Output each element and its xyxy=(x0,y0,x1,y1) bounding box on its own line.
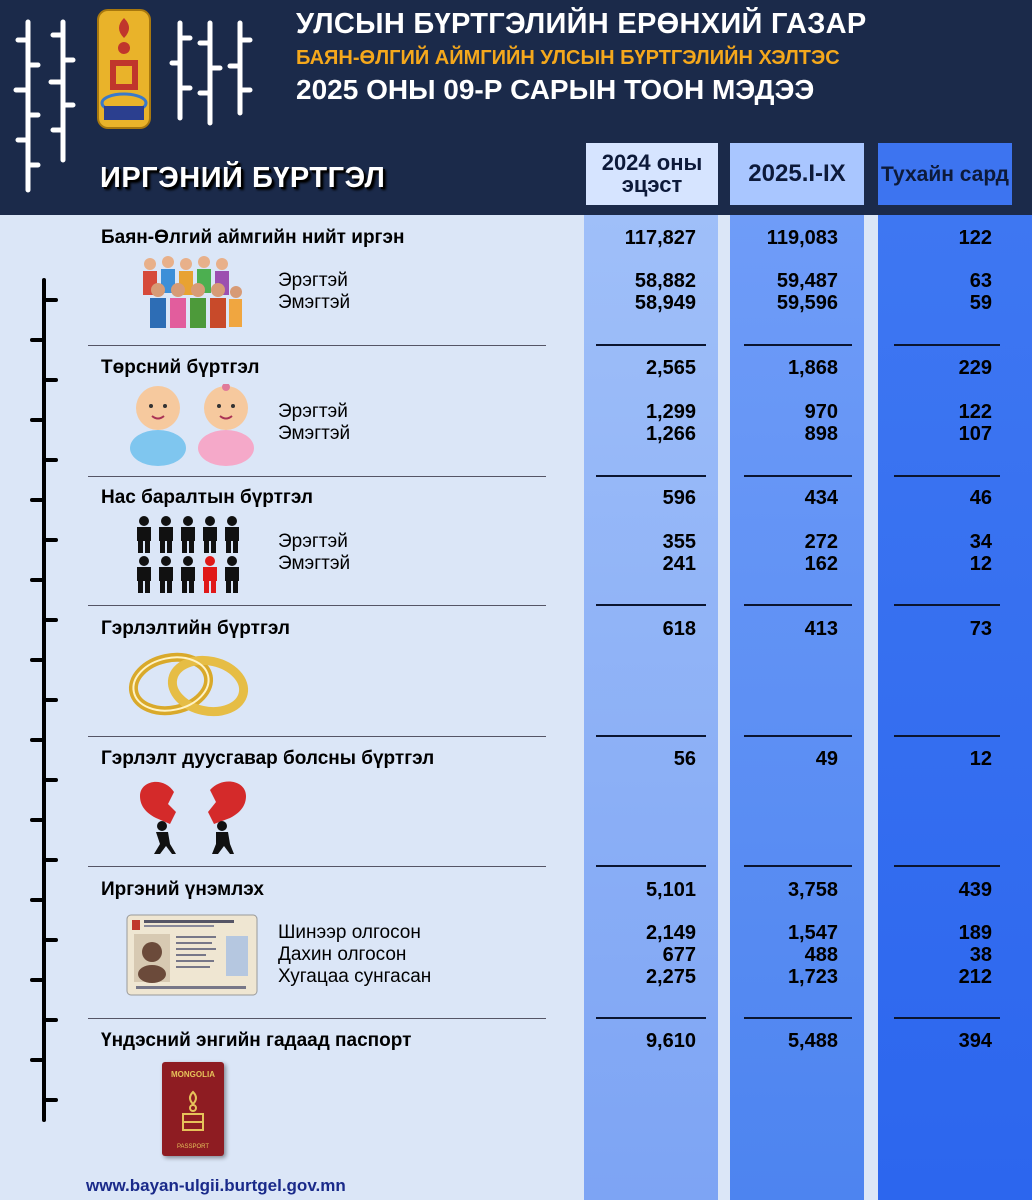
column-tick xyxy=(596,344,706,346)
divorce-month: 12 xyxy=(969,748,992,770)
passport-cover-top: MONGOLIA xyxy=(171,1070,215,1079)
population-month: 122 xyxy=(958,227,992,249)
id-reissue-2024: 677 xyxy=(662,944,696,966)
column-tick xyxy=(596,735,706,737)
column-tick xyxy=(744,604,852,606)
column-tick xyxy=(744,475,852,477)
divorce-2024: 56 xyxy=(673,748,696,770)
passport-2024: 9,610 xyxy=(645,1030,696,1052)
divorce-2025: 49 xyxy=(815,748,838,770)
id-renew-2024: 2,275 xyxy=(645,966,696,988)
page-title: УЛСЫН БҮРТГЭЛИЙН ЕРӨНХИЙ ГАЗАР xyxy=(296,8,867,40)
row-divider xyxy=(88,1018,546,1019)
column-tick xyxy=(596,475,706,477)
births-male-2024: 1,299 xyxy=(645,401,696,423)
sub-label-reissued: Дахин олгосон xyxy=(278,944,407,965)
population-male-2025: 59,487 xyxy=(776,270,838,292)
id-new-2025: 1,547 xyxy=(787,922,838,944)
population-male-month: 63 xyxy=(969,270,992,292)
population-2025: 119,083 xyxy=(766,227,838,249)
sub-label-male: Эрэгтэй xyxy=(278,401,348,422)
column-tick xyxy=(596,604,706,606)
deaths-2025: 434 xyxy=(804,487,838,509)
births-female-2025: 898 xyxy=(804,423,838,445)
marriage-month: 73 xyxy=(969,618,992,640)
deaths-month: 46 xyxy=(969,487,992,509)
births-2025: 1,868 xyxy=(787,357,838,379)
id-card-month: 439 xyxy=(958,879,992,901)
column-header-month: Тухайн сард xyxy=(878,143,1012,205)
deaths-female-month: 12 xyxy=(969,553,992,575)
soyombo-emblem-icon xyxy=(177,1090,209,1134)
marriage-2025: 413 xyxy=(804,618,838,640)
column-header-2025: 2025.I-IX xyxy=(730,143,864,205)
babies-icon xyxy=(124,384,260,468)
column-tick xyxy=(894,735,1000,737)
sub-label-newly-issued: Шинээр олгосон xyxy=(278,922,421,943)
people-figures-icon xyxy=(134,515,244,595)
row-label-id-card: Иргэний үнэмлэх xyxy=(101,879,265,900)
id-card-2025: 3,758 xyxy=(787,879,838,901)
section-title: ИРГЭНИЙ БҮРТГЭЛ xyxy=(100,162,386,194)
id-new-2024: 2,149 xyxy=(645,922,696,944)
sub-label-renewed: Хугацаа сунгасан xyxy=(278,966,432,987)
deaths-female-2025: 162 xyxy=(804,553,838,575)
population-male-2024: 58,882 xyxy=(634,270,696,292)
row-divider xyxy=(88,476,546,477)
vertical-mongolian-script-icon xyxy=(14,270,72,1130)
passport-cover-bottom: PASSPORT xyxy=(176,1144,210,1150)
row-divider xyxy=(88,866,546,867)
row-label-divorce: Гэрлэлт дуусгавар болсны бүртгэл xyxy=(101,748,435,769)
report-period: 2025 ОНЫ 09-Р САРЫН ТООН МЭДЭЭ xyxy=(296,74,815,105)
column-tick xyxy=(744,865,852,867)
column-tick xyxy=(596,865,706,867)
column-tick xyxy=(894,865,1000,867)
id-renew-month: 212 xyxy=(958,966,992,988)
id-reissue-2025: 488 xyxy=(804,944,838,966)
column-tick xyxy=(894,604,1000,606)
column-tick xyxy=(744,344,852,346)
row-label-marriage: Гэрлэлтийн бүртгэл xyxy=(101,618,290,639)
column-tick xyxy=(744,735,852,737)
births-male-month: 122 xyxy=(958,401,992,423)
mongolian-script-icon-2 xyxy=(162,18,262,128)
births-2024: 2,565 xyxy=(645,357,696,379)
births-male-2025: 970 xyxy=(804,401,838,423)
column-tick xyxy=(596,1017,706,1019)
deaths-2024: 596 xyxy=(662,487,696,509)
sub-label-female: Эмэгтэй xyxy=(278,292,351,313)
website-url[interactable]: www.bayan-ulgii.burtgel.gov.mn xyxy=(86,1176,346,1195)
passport-month: 394 xyxy=(958,1030,992,1052)
sub-label-male: Эрэгтэй xyxy=(278,270,348,291)
population-female-month: 59 xyxy=(969,292,992,314)
sub-label-male: Эрэгтэй xyxy=(278,531,348,552)
passport-icon xyxy=(162,1062,224,1156)
id-card-icon xyxy=(126,914,258,996)
column-tick xyxy=(894,1017,1000,1019)
marriage-2024: 618 xyxy=(662,618,696,640)
row-divider xyxy=(88,345,546,346)
row-label-deaths: Нас баралтын бүртгэл xyxy=(101,487,313,508)
row-label-population: Баян-Өлгий аймгийн нийт иргэн xyxy=(101,227,405,248)
births-month: 229 xyxy=(958,357,992,379)
population-female-2024: 58,949 xyxy=(634,292,696,314)
wedding-rings-icon xyxy=(126,644,252,722)
population-2024: 117,827 xyxy=(624,227,696,249)
births-female-month: 107 xyxy=(958,423,992,445)
broken-heart-icon xyxy=(134,774,252,856)
deaths-male-2024: 355 xyxy=(662,531,696,553)
row-label-passport: Үндэсний энгийн гадаад паспорт xyxy=(101,1030,412,1051)
row-label-births: Төрсний бүртгэл xyxy=(101,357,260,378)
passport-2025: 5,488 xyxy=(787,1030,838,1052)
id-renew-2025: 1,723 xyxy=(787,966,838,988)
sub-label-female: Эмэгтэй xyxy=(278,553,351,574)
column-header-2024: 2024 оны эцэст xyxy=(586,143,718,205)
column-tick xyxy=(744,1017,852,1019)
deaths-male-month: 34 xyxy=(969,531,992,553)
column-tick xyxy=(894,475,1000,477)
deaths-male-2025: 272 xyxy=(804,531,838,553)
row-divider xyxy=(88,605,546,606)
agency-emblem-logo xyxy=(96,8,152,130)
department-subtitle: БАЯН-ӨЛГИЙ АЙМГИЙН УЛСЫН БҮРТГЭЛИЙН ХЭЛТЭС xyxy=(296,47,840,69)
births-female-2024: 1,266 xyxy=(645,423,696,445)
id-new-month: 189 xyxy=(958,922,992,944)
id-card-2024: 5,101 xyxy=(645,879,696,901)
column-tick xyxy=(894,344,1000,346)
row-divider xyxy=(88,736,546,737)
id-reissue-month: 38 xyxy=(969,944,992,966)
mongolian-script-icon xyxy=(8,10,88,200)
sub-label-female: Эмэгтэй xyxy=(278,423,351,444)
deaths-female-2024: 241 xyxy=(662,553,696,575)
crowd-icon xyxy=(138,252,244,330)
population-female-2025: 59,596 xyxy=(776,292,838,314)
